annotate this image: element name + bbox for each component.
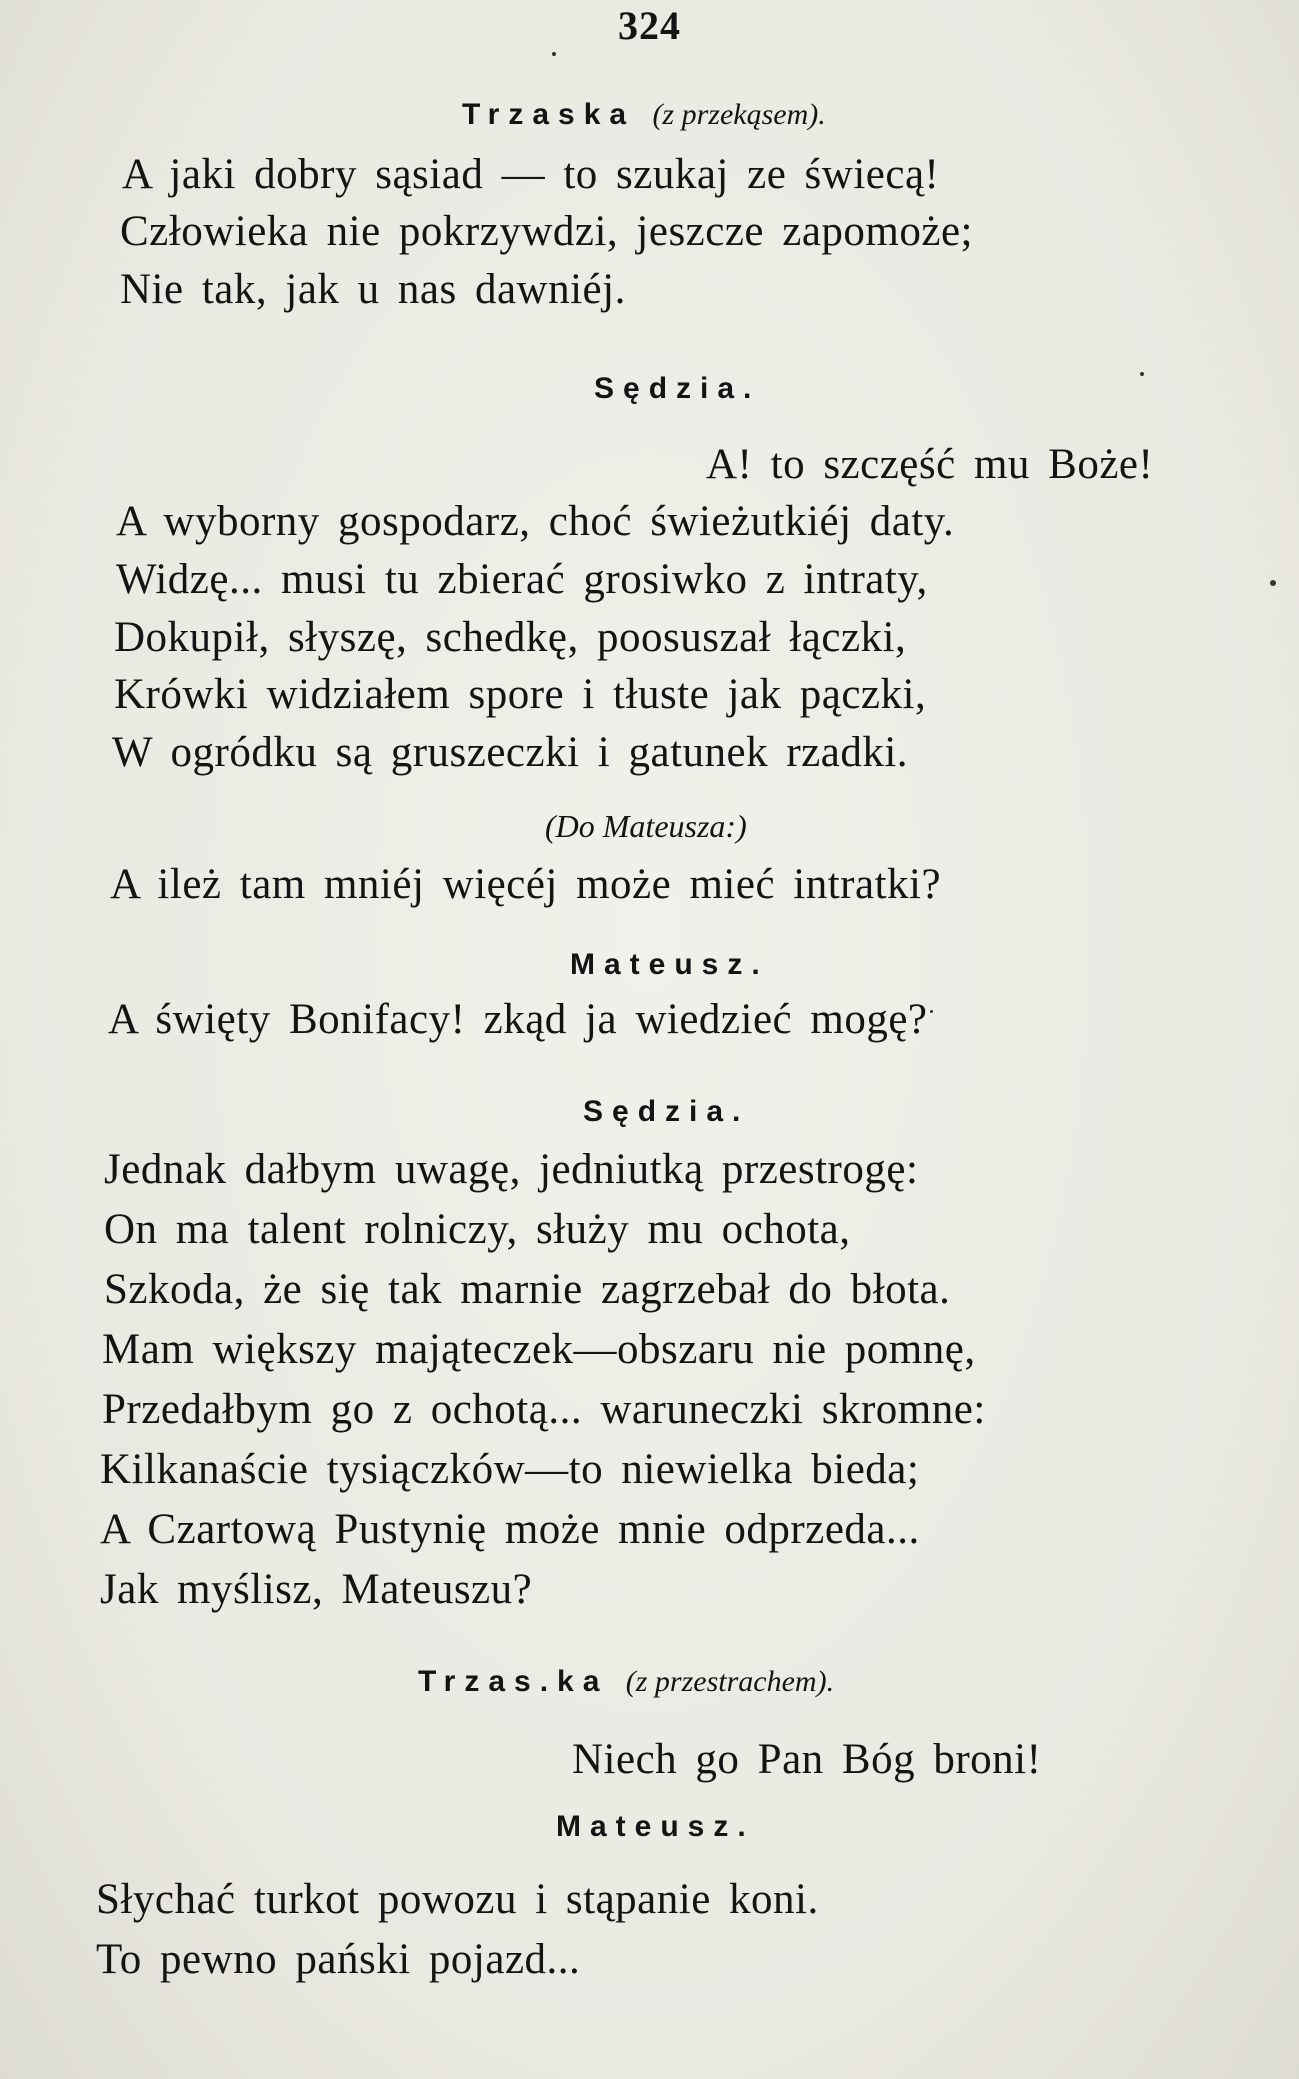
verse-line: A! to szczęść mu Boże! [706,441,1154,488]
verse-line: On ma talent rolniczy, służy mu ochota, [104,1206,851,1253]
verse-line: Dokupił, słyszę, schedkę, poosuszał łączki, [114,614,907,661]
verse-line: Jak myślisz, Mateuszu? [100,1566,533,1613]
stage-direction: (Do Mateusza:) [545,808,747,844]
ink-speck [552,52,556,56]
speaker-heading [462,98,826,132]
ink-speck [1140,372,1144,376]
verse-line: A jaki dobry sąsiad — to szukaj ze świecą! [122,151,940,198]
speaker-heading [418,1665,834,1699]
speaker-name: Trzas.ka [418,1665,609,1698]
speaker-name: Sędzia. [594,372,761,405]
verse-line: Jednak dałbym uwagę, jedniutką przestrogę: [104,1146,919,1193]
verse-line: A ileż tam mniéj więcéj może mieć intratki? [110,861,942,908]
verse-line: Widzę... musi tu zbierać grosiwko z intraty, [116,556,928,603]
verse-line: Przedałbym go z ochotą... waruneczki skromne: [102,1386,986,1433]
speaker-heading [583,1095,749,1129]
verse-line: Człowieka nie pokrzywdzi, jeszcze zapomoże; [120,208,973,255]
speaker-heading [570,948,769,982]
speaker-name: Sędzia. [583,1095,750,1128]
ink-speck [930,1010,933,1013]
verse-line: Szkoda, że się tak marnie zagrzebał do błota. [104,1266,951,1313]
verse-line: A wyborny gospodarz, choć świeżutkiéj daty. [116,498,955,545]
verse-line: Nie tak, jak u nas dawniéj. [120,266,626,313]
verse-line: Krówki widziałem spore i tłuste jak pączki, [114,671,927,718]
speaker-name: Mateusz. [570,948,769,981]
verse-line: A Czartową Pustynię może mnie odprzeda... [100,1506,920,1553]
speaker-heading [556,1810,755,1844]
verse-line: To pewno pański pojazd... [96,1936,581,1983]
verse-line: Słychać turkot powozu i stąpanie koni. [96,1876,819,1923]
stage-direction: (z przestrachem). [625,1665,835,1698]
speaker-name: Trzaska [462,98,636,131]
verse-line: Mam większy mająteczek—obszaru nie pomnę, [102,1326,976,1373]
speaker-heading [594,372,760,406]
page-number: 324 [618,3,681,48]
verse-line: A święty Bonifacy! zkąd ja wiedzieć mogę? [108,996,928,1043]
verse-line: W ogródku są gruszeczki i gatunek rzadki. [112,729,909,776]
ink-speck [1270,580,1276,586]
stage-direction: (z przekąsem). [652,98,826,131]
verse-line: Kilkanaście tysiączków—to niewielka bieda; [100,1446,920,1493]
verse-line: Niech go Pan Bóg broni! [572,1736,1042,1783]
speaker-name: Mateusz. [556,1810,755,1843]
